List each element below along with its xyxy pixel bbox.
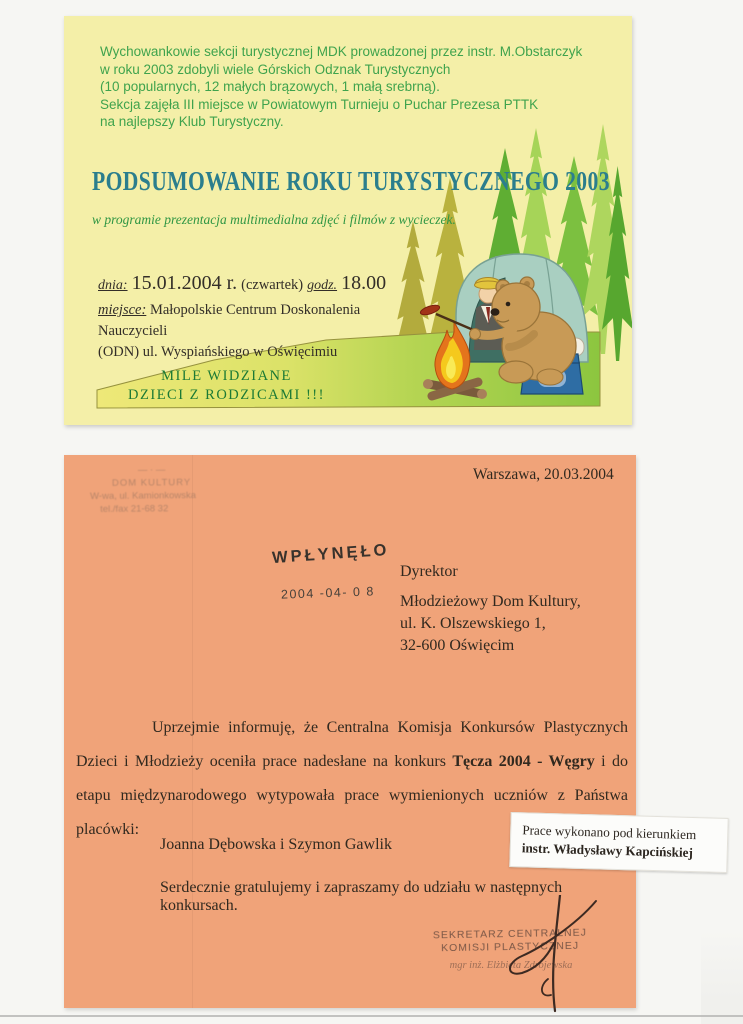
recipient-line: Młodzieżowy Dom Kultury, [400,593,581,610]
time-label: godz. [307,278,338,293]
recipient-line: Dyrektor [400,563,458,580]
sender-stamp-line: tel./fax 21-68 32 [100,503,169,515]
sender-stamp-line: DOM KULTURY [111,477,192,489]
handwritten-signature [492,895,612,1015]
date-weekday: (czwartek) [241,277,304,293]
place-line2: (ODN) ul. Wyspiańskiego w Oświęcimiu [98,344,338,360]
event-place-line [98,300,428,363]
place-label: miejsce: [98,302,147,318]
intro-line: Wychowankowie sekcji turystycznej MDK prowadzonej przez instr. M.Obstarczyk [100,44,583,59]
intro-line: w roku 2003 zdobyli wiele Górskich Odznak Turystycznych [100,61,451,77]
date-value: 15.01.2004 r. [131,272,238,294]
sender-stamp-line: W-wa, ul. Kamionkowska [90,490,197,503]
welcome-banner [104,367,349,405]
recipient-line: 32-600 Oświęcim [400,637,515,654]
note-line1: Prace wykonano pod kierunkiem [522,822,697,843]
tourist-year-flyer [64,16,632,425]
banner-line2: DZIECI Z RODZICAMI !!! [128,387,325,403]
contest-name: Tęcza 2004 - Węgry [452,753,595,770]
received-stamp: WPŁYNĘŁO [271,540,390,568]
place-line1: Małopolskie Centrum Doskonalenia Nauczycieli [98,302,361,339]
event-date-line [98,272,386,295]
flyer-intro-text [100,43,620,131]
recipient-line: ul. K. Olszewskiego 1, [400,615,546,632]
sender-stamp-line: — · — [137,464,166,476]
award-names: Joanna Dębowska i Szymon Gawlik [160,836,392,853]
scan-bottom-line [0,1015,743,1017]
signature-stamp-line1: SEKRETARZ CENTRALNEJ [432,926,587,942]
intro-line: (10 popularnych, 12 małych brązowych, 1 małą srebrną). [100,79,440,94]
closing-line: Serdecznie gratulujemy i zapraszamy do udziału w następnych konkursach. [160,879,563,914]
sender-stamp [90,462,320,516]
banner-line1: MILE WIDZIANE [161,368,292,384]
flyer-title: PODSUMOWANIE ROKU TURYSTYCZNEGO 2003 [92,166,610,196]
intro-line: Sekcja zajęła III miejsce w Powiatowym Turnieju o Puchar Prezesa PTTK [100,96,539,112]
congratulations-letter [64,455,636,1008]
signature-stamp-line2: KOMISJI PLASTYCZNEJ [440,939,580,955]
body-text: Uprzejmie informuję, że Centralna Komisja Konkursów Plastycznych Dzieci i Młodzieży oceniła prace nadesłane na konkurs [76,719,628,770]
received-date-stamp: 2004 -04- 0 8 [280,584,376,602]
time-value: 18.00 [341,272,387,294]
body-text: i do etapu międzynarodowego wytypowała prace wymienionych uczniów z Państwa placówki: [76,753,628,838]
intro-line: na najlepszy Klub Turystyczny. [100,114,284,129]
city-date: Warszawa, 20.03.2004 [473,466,614,483]
scan-edge-fade [701,930,743,1024]
flyer-subtitle: w programie prezentacja multimedialna zdjęć i filmów z wycieczek. [92,212,456,227]
signatory-name: mgr inż. Elżbieta Zdrojewska [449,960,573,971]
attribution-note [509,812,728,873]
recipient-address [400,561,581,657]
note-line2: instr. Władysławy Kapcińskiej [521,840,694,861]
date-label: dnia: [98,278,128,293]
